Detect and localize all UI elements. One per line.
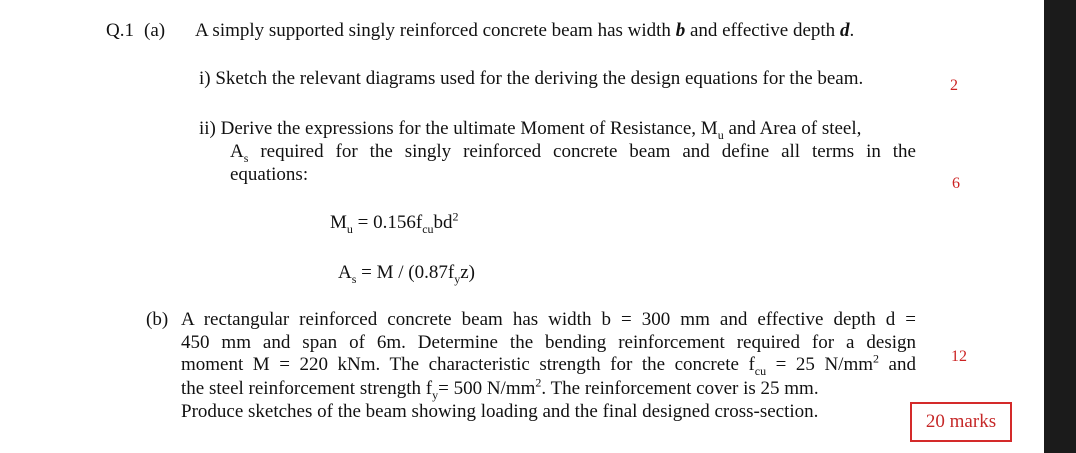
sub-ii-text-2b: required for the singly reinforced concrete beam and define all terms in the (248, 141, 916, 162)
marks-sub-ii: 6 (952, 175, 960, 192)
f2-rhs-sub: y (454, 271, 461, 286)
sub-question-i: i) Sketch the relevant diagrams used for the deriving the design equations for the beam. (199, 68, 864, 89)
sub-ii-text-1b: and Area of steel, (723, 118, 862, 139)
f1-lhs-sub: u (346, 221, 353, 236)
f1-lhs: M (330, 212, 347, 233)
total-marks-text: 20 marks (925, 411, 997, 432)
intro-text: A simply supported singly reinforced concrete beam has width (195, 20, 671, 41)
pb4-b: = 500 N/mm (438, 378, 536, 399)
intro-mid: and effective depth (689, 20, 836, 41)
f1-rhs-sup: 2 (452, 209, 459, 224)
pb4-a: the steel reinforcement strength f (181, 378, 433, 399)
screen-edge-bar (1044, 0, 1076, 453)
f1-rhs-b: bd (433, 212, 453, 233)
pb4-sub: y (432, 387, 439, 402)
sub-question-ii-line3: equations: (230, 164, 309, 185)
f2-lhs: A (338, 262, 352, 283)
part-b-line2: 450 mm and span of 6m. Determine the bending reinforcement required for a design (181, 331, 916, 353)
sub-ii-sub-s: s (243, 150, 249, 165)
part-b-line4 (181, 375, 819, 402)
f2-rhs-b: z) (460, 262, 475, 283)
var-b: b (675, 20, 686, 41)
marks-part-b: 12 (951, 348, 967, 365)
pb4-sup: 2 (535, 375, 542, 390)
pb3-c: and (879, 354, 916, 375)
sub-question-ii-line1 (199, 118, 861, 140)
var-d: d (839, 20, 850, 41)
part-b-line3 (181, 351, 916, 378)
pb3-sub: cu (754, 363, 767, 378)
intro-end: . (849, 20, 855, 41)
formula-steel-area (338, 262, 475, 284)
part-b-label: (b) (146, 309, 169, 330)
part-a-intro (195, 20, 854, 42)
sub-ii-text-1a: ii) Derive the expressions for the ultimate Moment of Resistance, M (199, 118, 718, 139)
sub-question-ii-line2 (230, 141, 916, 164)
sub-ii-sub-u: u (717, 127, 724, 142)
pb3-a: moment M = 220 kNm. The characteristic strength for the concrete f (181, 354, 755, 375)
formula-moment (330, 209, 459, 236)
f1-rhs-a: = 0.156f (352, 212, 423, 233)
question-number: Q.1 (106, 20, 134, 41)
pb3-b: = 25 N/mm (766, 354, 874, 375)
sub-ii-text-2a: A (230, 141, 244, 162)
total-marks-box (910, 402, 1012, 442)
f2-lhs-sub: s (351, 271, 357, 286)
part-b-line1: A rectangular reinforced concrete beam has width b = 300 mm and effective depth d = (181, 309, 916, 330)
f2-rhs-a: = M / (0.87f (356, 262, 455, 283)
f1-rhs-sub: cu (422, 221, 434, 236)
marks-sub-i: 2 (950, 77, 958, 94)
part-b-line5: Produce sketches of the beam showing loading and the final designed cross-section. (181, 401, 819, 422)
part-a-label: (a) (144, 20, 166, 41)
pb4-c: . The reinforcement cover is 25 mm. (541, 378, 819, 399)
pb3-sup: 2 (873, 351, 880, 366)
